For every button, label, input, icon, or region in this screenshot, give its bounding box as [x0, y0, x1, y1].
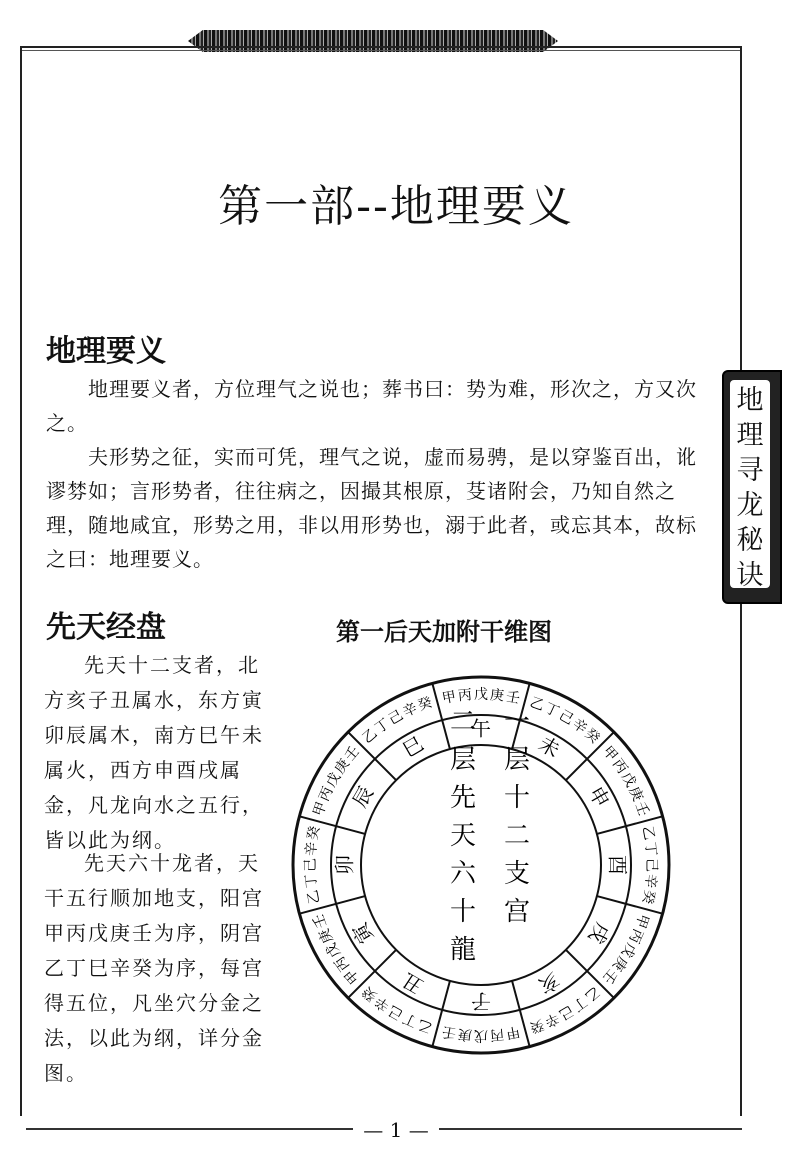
chapter-title: 第一部--地理要义 [218, 181, 574, 232]
outer-stem-char: 丙 [316, 784, 337, 804]
outer-stem-char: 辛 [569, 715, 590, 738]
paragraph: 先天六十龙者，天干五行顺加地支，阳宫甲丙戊庚壬为序，阴宫乙丁巳辛癸为序，每宫得五位，凡坐穴分金之法，以此为纲，详分金图。 [44, 851, 264, 1085]
outer-stem-char: 癸 [581, 725, 603, 747]
side-tab-char: 诀 [736, 560, 764, 591]
outer-stem-char: 丁 [303, 873, 321, 889]
outer-stem-char: 壬 [310, 911, 331, 931]
branch-label: 酉 [605, 855, 630, 875]
frame-top-rule [20, 46, 742, 48]
page-number [0, 1118, 792, 1142]
side-tab-title [732, 383, 768, 593]
side-tab-char: 地 [736, 385, 764, 416]
outer-stem-char: 癸 [304, 824, 324, 842]
center-label-char: 层 [450, 745, 477, 775]
branch-label: 申 [583, 782, 615, 812]
center-label-char: 天 [450, 821, 477, 851]
outer-stem-char: 辛 [400, 700, 420, 721]
outer-stem-char: 甲 [310, 799, 331, 819]
outer-stem-char: 庚 [489, 687, 505, 705]
outer-stem-char: 庚 [316, 926, 337, 946]
branch-label: 寅 [347, 918, 379, 948]
outer-stem-char: 丁 [400, 1009, 420, 1030]
branch-label: 辰 [347, 782, 379, 812]
outer-stem-char: 丙 [625, 926, 646, 946]
center-label-char: 十 [450, 897, 477, 927]
outer-stem-char: 己 [555, 707, 577, 729]
outer-stem-char: 壬 [504, 688, 522, 708]
outer-stem-char: 乙 [415, 1015, 435, 1036]
outer-stem-char: 辛 [641, 873, 659, 889]
center-label-char: 六 [450, 859, 477, 889]
outer-stem-char: 壬 [599, 965, 621, 987]
outer-stem-char: 辛 [303, 841, 321, 857]
center-label-char: 宫 [504, 897, 531, 927]
inner-ring [361, 745, 601, 985]
outer-stem-char: 乙 [304, 888, 324, 906]
outer-stem-char: 丁 [569, 992, 590, 1015]
branch-label: 子 [471, 989, 491, 1014]
header-decoration [188, 30, 558, 52]
paragraph: 先天十二支者，北方亥子丑属水，东方寅卯辰属木，南方巳午未属火，西方申酉戌属金，凡龙向水之五行，皆以此为纲。 [44, 653, 264, 852]
outer-stem-char: 庚 [331, 756, 354, 777]
outer-stem-char: 乙 [527, 694, 547, 715]
center-label-char: 层 [504, 745, 531, 775]
outer-stem-char: 壬 [440, 1022, 458, 1042]
center-label-char: 先 [450, 783, 477, 813]
section-heading-yaoyi: 地理要义 [46, 334, 166, 369]
outer-stem-char: 甲 [440, 688, 458, 708]
center-label-char: 一 [504, 707, 531, 737]
center-label-char: 二 [504, 821, 531, 851]
outer-stem-char: 己 [385, 1001, 407, 1023]
branch-label: 午 [471, 716, 491, 741]
outer-stem-char: 癸 [527, 1015, 547, 1036]
side-tab-char: 理 [736, 420, 764, 451]
frame-top-rule-inner [20, 50, 742, 51]
outer-stem-char: 戊 [323, 939, 345, 961]
outer-stem-char: 甲 [631, 911, 652, 931]
outer-stem-char: 乙 [359, 725, 381, 747]
outer-stem-char: 辛 [542, 1009, 562, 1030]
outer-stem-char: 丙 [489, 1025, 505, 1043]
page-number-text: — 1 — [353, 1118, 438, 1142]
outer-stem-char: 庚 [457, 1025, 473, 1043]
outer-stem-char: 丁 [372, 715, 393, 738]
paragraph: 地理要义者，方位理气之说也；葬书曰：势为难，形次之，方又次之。 [46, 377, 697, 435]
outer-stem-char: 乙 [638, 824, 658, 842]
outer-stem-char: 戊 [474, 687, 488, 703]
outer-stem-char: 庚 [625, 784, 646, 804]
branch-label: 卯 [332, 855, 357, 875]
outer-stem-char: 丙 [457, 687, 473, 705]
outer-stem-char: 辛 [372, 992, 393, 1015]
paragraph: 夫形势之征，实而可凭，理气之说，虚而易骋，是以穿鉴百出，讹谬棼如；言形势者，往往病之，因撮其根原，芟诸附会，乃知自然之理，随地咸宜，形势之用，非以用形势也，溺于此者，或忘其本，故标之曰：地理要义。 [46, 445, 697, 571]
outer-stem-char: 甲 [341, 965, 363, 987]
outer-stem-char: 壬 [631, 799, 652, 819]
branch-label: 戌 [583, 918, 615, 948]
branch-label: 亥 [534, 967, 564, 999]
outer-stem-char: 丁 [641, 841, 659, 857]
outer-stem-char: 丙 [608, 756, 631, 777]
outer-stem-char: 己 [643, 858, 659, 872]
branch-label: 未 [534, 731, 564, 763]
outer-stem-char: 己 [303, 858, 319, 872]
branch-label: 巳 [398, 731, 428, 763]
side-tab-char: 龙 [736, 490, 764, 521]
outer-stem-char: 戊 [617, 769, 639, 791]
outer-stem-char: 庚 [608, 953, 631, 974]
outer-stem-char: 甲 [504, 1022, 522, 1042]
outer-stem-char: 癸 [415, 694, 435, 715]
outer-stem-char: 癸 [638, 888, 658, 906]
outer-stem-char: 甲 [599, 743, 621, 765]
center-label-char: 十 [504, 783, 531, 813]
outer-stem-char: 戊 [474, 1027, 488, 1043]
center-label-char: 龍 [450, 935, 477, 965]
side-tab-char: 秘 [736, 525, 764, 556]
center-label-char: 支 [504, 859, 531, 889]
center-label-left [450, 707, 477, 965]
outer-stem-char: 壬 [341, 743, 363, 765]
outer-stem-char: 癸 [359, 983, 381, 1005]
section-heading-xiantian: 先天经盘 [46, 610, 166, 645]
compass-diagram [286, 660, 676, 1080]
outer-stem-char: 己 [555, 1001, 577, 1023]
outer-stem-char: 己 [385, 707, 407, 729]
outer-stem-char: 丙 [331, 953, 354, 974]
branch-label: 丑 [398, 967, 428, 999]
outer-stem-char: 丁 [542, 700, 562, 721]
outer-stem-char: 戊 [617, 939, 639, 961]
center-label-right [504, 707, 530, 927]
figure-title: 第一后天加附干维图 [336, 618, 552, 646]
side-tab-char: 寻 [736, 455, 764, 486]
outer-stem-char: 戊 [323, 769, 345, 791]
center-label-char: 二 [450, 707, 477, 737]
outer-stem-char: 乙 [581, 983, 603, 1005]
